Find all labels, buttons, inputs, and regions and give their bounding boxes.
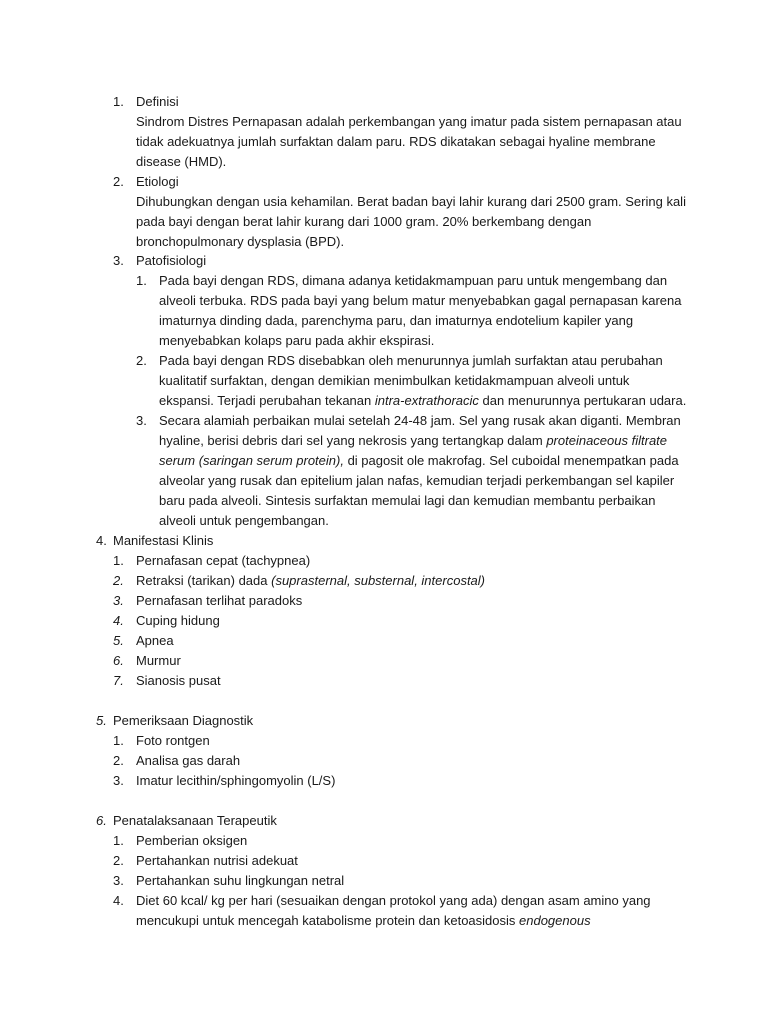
section-4-item-number: 4. — [113, 613, 124, 628]
section-4-title: Manifestasi Klinis — [113, 533, 214, 548]
italic-term: (suprasternal, substernal, intercostal) — [271, 573, 485, 588]
section-3-item-1-number: 1. — [136, 273, 147, 288]
section-6-item-text: Pemberian oksigen — [136, 833, 248, 848]
section-6-item-text: Pertahankan nutrisi adekuat — [136, 853, 298, 868]
section-4-item-number: 5. — [113, 633, 124, 648]
italic-term: serum (saringan serum protein), — [159, 453, 344, 468]
section-4-item-number: 3. — [113, 593, 124, 608]
line-text: dan menurunnya pertukaran udara. — [478, 393, 687, 408]
section-6-item-text: Pertahankan suhu lingkungan netral — [136, 873, 345, 888]
section-3-item-1-line-4: menyebabkan kolaps paru pada akhir ekspirasi. — [159, 333, 435, 348]
section-6-title: Penatalaksanaan Terapeutik — [113, 813, 277, 828]
section-2-title: Etiologi — [136, 174, 179, 189]
section-6-item-number: 2. — [113, 853, 124, 868]
section-4-item-text: Apnea — [136, 633, 174, 648]
section-4-number: 4. — [96, 533, 107, 548]
section-1-line-1: Sindrom Distres Pernapasan adalah perkembangan yang imatur pada sistem pernapasan atau — [136, 114, 682, 129]
section-3-item-3-line-4: alveolar yang rusak dan epitelium jalan nafas, kemudian terjadi perkembangan sel kapiler — [159, 473, 675, 488]
section-3-item-1-line-3: imaturnya dinding dada, parenchyma paru, dan imaturnya endotelium kapiler yang — [159, 313, 634, 328]
section-4-item-number: 1. — [113, 553, 124, 568]
section-3-item-2-line-3 — [159, 391, 704, 411]
section-6-item-number: 3. — [113, 873, 124, 888]
section-3-item-3-number: 3. — [136, 413, 147, 428]
line-text: Retraksi (tarikan) dada — [136, 573, 272, 588]
section-3-title: Patofisiologi — [136, 253, 207, 268]
section-4-item-number: 2. — [113, 573, 124, 588]
section-4-item-number: 7. — [113, 673, 124, 688]
section-3-item-1-line-1: Pada bayi dengan RDS, dimana adanya ketidakmampuan paru untuk mengembang dan — [159, 273, 668, 288]
section-4-item-text — [136, 571, 696, 591]
section-6-number: 6. — [96, 813, 107, 828]
line-text: hyaline, berisi debris dari sel yang nekrosis yang tertangkap dalam — [159, 433, 547, 448]
section-3-item-3-line-1: Secara alamiah perbaikan mulai setelah 24-48 jam. Sel yang rusak akan diganti. Membran — [159, 413, 681, 428]
section-4-item-text: Sianosis pusat — [136, 673, 221, 688]
italic-term: proteinaceous filtrate — [546, 433, 668, 448]
section-3-item-2-line-1: Pada bayi dengan RDS disebabkan oleh menurunnya jumlah surfaktan atau perubahan — [159, 353, 663, 368]
section-5-item-number: 3. — [113, 773, 124, 788]
section-4-item-number: 6. — [113, 653, 124, 668]
section-3-item-3-line-3 — [159, 451, 704, 471]
line-text: ekspansi. Terjadi perubahan tekanan — [159, 393, 375, 408]
section-6-item-4-line-2 — [136, 911, 696, 931]
section-1-line-2: tidak adekuatnya jumlah surfaktan dalam paru. RDS dikatakan sebagai hyaline membrane — [136, 134, 656, 149]
section-1-line-3: disease (HMD). — [136, 154, 227, 169]
section-1-title: Definisi — [136, 94, 179, 109]
section-3-item-3-line-2 — [159, 431, 704, 451]
section-5-number: 5. — [96, 713, 107, 728]
section-3-item-3-line-5: baru pada alveoli. Sintesis surfaktan memulai lagi dan kemudian membantu perbaikan — [159, 493, 656, 508]
section-5-item-text: Analisa gas darah — [136, 753, 241, 768]
line-text: mencukupi untuk mencegah katabolisme protein dan ketoasidosis — [136, 913, 520, 928]
italic-term: intra-extrathoracic — [374, 393, 479, 408]
section-3-item-2-number: 2. — [136, 353, 147, 368]
section-2-number: 2. — [113, 174, 124, 189]
section-3-item-1-line-2: alveoli terbuka. RDS pada bayi yang belum matur menyebabkan gagal pernapasan karena — [159, 293, 682, 308]
section-6-item-number: 1. — [113, 833, 124, 848]
section-5-item-text: Imatur lecithin/sphingomyolin (L/S) — [136, 773, 336, 788]
section-5-item-text: Foto rontgen — [136, 733, 210, 748]
section-2-line-2: pada bayi dengan berat lahir kurang dari 1000 gram. 20% berkembang dengan — [136, 214, 592, 229]
section-2-line-3: bronchopulmonary dysplasia (BPD). — [136, 234, 345, 249]
section-5-item-number: 2. — [113, 753, 124, 768]
line-text: di pagosit ole makrofag. Sel cuboidal menempatkan pada — [343, 453, 679, 468]
section-2-line-1: Dihubungkan dengan usia kehamilan. Berat badan bayi lahir kurang dari 2500 gram. Sering kali — [136, 194, 686, 209]
section-3-item-2-line-2: kualitatif surfaktan, dengan demikian menimbulkan ketidakmampuan alveoli untuk — [159, 373, 630, 388]
section-1-number: 1. — [113, 94, 124, 109]
section-4-item-text: Pernafasan cepat (tachypnea) — [136, 553, 311, 568]
section-4-item-text: Murmur — [136, 653, 181, 668]
section-3-number: 3. — [113, 253, 124, 268]
section-6-item-text: Diet 60 kcal/ kg per hari (sesuaikan dengan protokol yang ada) dengan asam amino yang — [136, 893, 651, 908]
italic-term: endogenous — [519, 913, 591, 928]
section-3-item-3-line-6: alveoli untuk pengembangan. — [159, 513, 329, 528]
section-4-item-text: Pernafasan terlihat paradoks — [136, 593, 303, 608]
section-4-item-text: Cuping hidung — [136, 613, 220, 628]
section-5-title: Pemeriksaan Diagnostik — [113, 713, 254, 728]
section-5-item-number: 1. — [113, 733, 124, 748]
section-6-item-number: 4. — [113, 893, 124, 908]
